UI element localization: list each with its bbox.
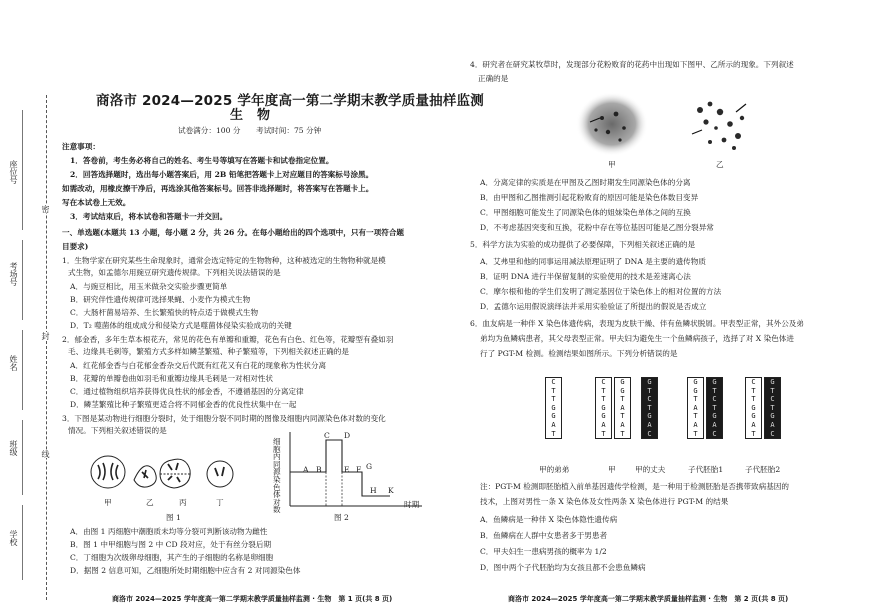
point-e: E bbox=[344, 465, 350, 474]
q6-stem-cont: 弟均为鱼鳞病患者，其父母表型正常。甲夫妇为避免生一个鱼鳞病孩子，选择了对 X 染色体进 bbox=[480, 334, 794, 343]
name-blank[interactable] bbox=[22, 330, 24, 410]
note-3: 3．考试结束后，将本试卷和答题卡一并交回。 bbox=[70, 212, 228, 221]
strand-embryo-1b: G T C T G A C bbox=[706, 377, 723, 439]
exam-no-label: 考场号 bbox=[9, 262, 18, 286]
point-f: F bbox=[356, 465, 362, 474]
q4-option-d[interactable]: D．不考虑基因突变和互换，花粉中存在等位基因可能是乙图分裂异常 bbox=[480, 223, 714, 232]
q4-option-a[interactable]: A．分离定律的实质是在甲图及乙图时期发生同源染色体的分离 bbox=[480, 178, 691, 187]
q3-option-b[interactable]: B．图 1 中甲细胞与图 2 中 CD 段对应，处于有丝分裂后期 bbox=[70, 540, 272, 549]
q1-option-d[interactable]: D．T₂ 噬菌体的组成成分和侵染方式是噬菌体侵染实验成功的关键 bbox=[70, 321, 292, 330]
figure-2-caption: 图 2 bbox=[334, 513, 349, 522]
q2-stem-cont: 毛、边缘具毛刺等，繁殖方式多样如鳞茎繁殖、种子繁殖等，下列相关叙述正确的是 bbox=[68, 347, 349, 356]
fig2-y-label: 细 胞 内 同 源 染 色 体 对 数 bbox=[273, 437, 281, 515]
point-k: K bbox=[388, 486, 394, 495]
note-2: 2．回答选择题时，选出每小题答案后，用 2B 铅笔把答题卡上对应题目的答案标号涂黑。 bbox=[70, 170, 374, 179]
figure-1-caption: 图 1 bbox=[166, 513, 181, 522]
school-blank[interactable] bbox=[22, 505, 24, 580]
q4-stem: 4．研究者在研究某牧草时，发现部分花粉败育的花药中出现如下图甲、乙所示的现象。下列叙述 bbox=[470, 60, 794, 69]
point-a: A bbox=[303, 465, 309, 474]
q1-option-a[interactable]: A．与豌豆相比，用玉米做杂交实验步骤更简单 bbox=[70, 282, 228, 291]
q2-option-b[interactable]: B．花瓣的单瓣卷曲如羽毛和重瓣边缘具毛刺是一对相对性状 bbox=[70, 374, 274, 383]
q2-option-c[interactable]: C．通过植物组织培养获得优良性状的郁金香，不遵循基因的分离定律 bbox=[70, 387, 304, 396]
subject-title: 生物 bbox=[230, 108, 285, 123]
q5-option-c[interactable]: C．摩尔根和他的学生们发明了测定基因位于染色体上的相对位置的方法 bbox=[480, 287, 722, 296]
q6-stem-end: 行了 PGT-M 检测。检测结果如图所示。下列分析错误的是 bbox=[480, 349, 678, 358]
binding-line bbox=[46, 95, 47, 600]
strand-brother: C T T G G A T bbox=[545, 377, 562, 439]
class-blank[interactable] bbox=[22, 420, 24, 495]
q2-option-d[interactable]: D．鳞茎繁殖比种子繁殖更适合将不同郁金香的优良性状集中在一起 bbox=[70, 400, 297, 409]
exam-title: 商洛市 2024—2025 学年度高一第二学期末教学质量抽样监测 bbox=[96, 93, 484, 109]
pgt-figure bbox=[539, 377, 795, 479]
section-heading: 一、单选题(本题共 13 小题，每小题 2 分，共 26 分。在每小题给出的四个选项中，只有一项符合题 bbox=[62, 228, 405, 237]
strand-embryo-2b: G T C T G A C bbox=[764, 377, 781, 439]
q1-stem: 1．生物学家在研究某些生命现象时，通常会选定特定的生物物种，这种被选定的生物物种就是模 bbox=[62, 256, 386, 265]
q1-option-c[interactable]: C．大肠杆菌易培养、生长繁殖快的特点适于做模式生物 bbox=[70, 308, 259, 317]
q6-option-a[interactable]: A．鱼鳞病是一种伴 X 染色体隐性遗传病 bbox=[480, 515, 618, 524]
q6-stem: 6．血友病是一种伴 X 染色体遗传病，表现为皮肤干燥、伴有鱼鳞状脱屑。甲表型正常，其外公及弟 bbox=[470, 319, 804, 328]
q6-option-b[interactable]: B．鱼鳞病在人群中女患者多于男患者 bbox=[480, 531, 608, 540]
q3-stem: 3．下图是某动物进行细胞分裂时，处于细胞分裂不同时期的图像及细胞内同源染色体对数的变化 bbox=[62, 414, 386, 423]
class-label: 班级 bbox=[9, 440, 18, 456]
seat-blank[interactable] bbox=[22, 110, 24, 230]
point-h: H bbox=[370, 486, 377, 495]
strand-jia-1: C T T G G A T bbox=[595, 377, 612, 439]
time-info: 考试时间：75 分钟 bbox=[256, 126, 322, 135]
q1-option-b[interactable]: B．研究伴性遗传规律可选择果蝇、小麦作为模式生物 bbox=[70, 295, 251, 304]
q6-note-cont: 技术，上图对男性一条 X 染色体及女性两条 X 染色体进行 PGT-M 的结果 bbox=[480, 497, 729, 506]
micrograph-label-jia: 甲 bbox=[608, 160, 616, 169]
footer-right: 商洛市 2024—2025 学年度高一第二学期末教学质量抽样监测 · 生物 第 2 页(共 8 页) bbox=[508, 595, 789, 603]
label-brother: 甲的弟弟 bbox=[539, 465, 570, 474]
point-b: B bbox=[316, 465, 322, 474]
point-g: G bbox=[366, 462, 373, 471]
q2-stem: 2．郁金香，多年生草本根花卉，常见的花色有单瓣和重瓣，花色有白色、红色等，花瓣型有叠如羽 bbox=[62, 335, 394, 344]
section-heading-cont: 目要求) bbox=[62, 242, 89, 251]
seat-label: 座位号 bbox=[9, 160, 18, 184]
q3-option-c[interactable]: C．丁细胞为次级卵母细胞，其产生的子细胞的名称是卵细胞 bbox=[70, 553, 274, 562]
q6-note: 注：PGT-M 检测即胚胎植入前单基因遗传学检测，是一种用于检测胚胎是否携带致病基因的 bbox=[480, 482, 789, 491]
micrograph-jia bbox=[572, 88, 652, 160]
q4-option-b[interactable]: B．由甲图和乙图推测引起花粉败育的原因可能是染色体数目变异 bbox=[480, 193, 699, 202]
q5-stem: 5．科学方法为实验的成功提供了必要保障，下列相关叙述正确的是 bbox=[470, 240, 696, 249]
q4-option-c[interactable]: C．甲图细胞可能发生了同源染色体的姐妹染色单体之间的互换 bbox=[480, 208, 691, 217]
cell-yi bbox=[134, 466, 156, 487]
q2-option-a[interactable]: A．红花郁金香与白花郁金香杂交后代既有红花又有白花的现象称为性状分离 bbox=[70, 361, 327, 370]
q4-stem-cont: 正确的是 bbox=[478, 74, 509, 83]
exam-no-blank[interactable] bbox=[22, 240, 24, 320]
footer-left: 商洛市 2024—2025 学年度高一第二学期末教学质量抽样监测 · 生物 第 1 页(共 8 页) bbox=[112, 595, 393, 603]
cell-jia bbox=[91, 456, 125, 488]
note-2-end: 写在本试卷上无效。 bbox=[62, 198, 131, 207]
point-d: D bbox=[344, 431, 351, 440]
micrograph-label-yi: 乙 bbox=[716, 160, 724, 169]
label-embryo-1: 子代胚胎1 bbox=[688, 465, 724, 474]
seal-char-feng: 封 bbox=[41, 332, 50, 340]
strand-jia-2: G G T A T A T bbox=[614, 377, 631, 439]
school-label: 学校 bbox=[9, 530, 18, 546]
label-embryo-2: 子代胚胎2 bbox=[745, 465, 781, 474]
note-1: 1．答卷前，考生务必将自己的姓名、考生号等填写在答题卡和试卷指定位置。 bbox=[70, 156, 334, 165]
cell-label-ding: 丁 bbox=[216, 498, 224, 507]
q5-option-b[interactable]: B．证明 DNA 进行半保留复制的实验使用的技术是差速离心法 bbox=[480, 272, 691, 281]
seal-char-mi: 密 bbox=[41, 205, 50, 213]
figure-1-cells bbox=[88, 450, 248, 502]
cell-label-yi: 乙 bbox=[146, 498, 154, 507]
q6-option-d[interactable]: D．图中两个子代胚胎均为女孩且都不会患鱼鳞病 bbox=[480, 563, 646, 572]
q3-option-a[interactable]: A．由图 1 丙细胞中潮胞质未均等分裂可判断该动物为雌性 bbox=[70, 527, 268, 536]
x-axis-label: 时期 bbox=[404, 500, 420, 509]
point-c: C bbox=[324, 431, 330, 440]
score-info: 试卷满分：100 分 bbox=[178, 126, 241, 135]
strand-husband: G T C T G A C bbox=[641, 377, 658, 439]
cell-ding bbox=[207, 461, 233, 487]
label-jia: 甲 bbox=[608, 465, 616, 474]
notes-heading: 注意事项： bbox=[62, 142, 100, 151]
label-husband: 甲的丈夫 bbox=[635, 465, 666, 474]
cell-bing bbox=[160, 459, 190, 488]
cell-label-bing: 丙 bbox=[179, 498, 187, 507]
name-label: 姓名 bbox=[9, 355, 18, 371]
strand-embryo-1a: G G T A T A T bbox=[687, 377, 704, 439]
note-2-cont: 如需改动，用橡皮擦干净后，再选涂其他答案标号。回答非选择题时，将答案写在答题卡上。 bbox=[62, 184, 374, 193]
q5-option-a[interactable]: A．艾弗里和他的同事运用减法原理证明了 DNA 是主要的遗传物质 bbox=[480, 257, 706, 266]
cell-label-jia: 甲 bbox=[104, 498, 112, 507]
q3-stem-cont: 情况。下列相关叙述错误的是 bbox=[68, 426, 167, 435]
strand-embryo-2a: C T T G G A T bbox=[745, 377, 762, 439]
q5-option-d[interactable]: D．孟德尔运用假说演绎法并采用实验验证了所提出的假说是否成立 bbox=[480, 302, 707, 311]
q1-stem-cont: 式生物，如孟德尔用豌豆研究遗传规律。下列相关说法错误的是 bbox=[68, 268, 281, 277]
micrograph-yi bbox=[680, 90, 762, 160]
q3-option-d[interactable]: D．据图 2 信息可知，乙细胞所处时期细胞中应含有 2 对同源染色体 bbox=[70, 566, 301, 575]
seal-char-xian: 线 bbox=[41, 450, 50, 458]
q6-option-c[interactable]: C．甲夫妇生一患病男孩的概率为 1/2 bbox=[480, 547, 607, 556]
